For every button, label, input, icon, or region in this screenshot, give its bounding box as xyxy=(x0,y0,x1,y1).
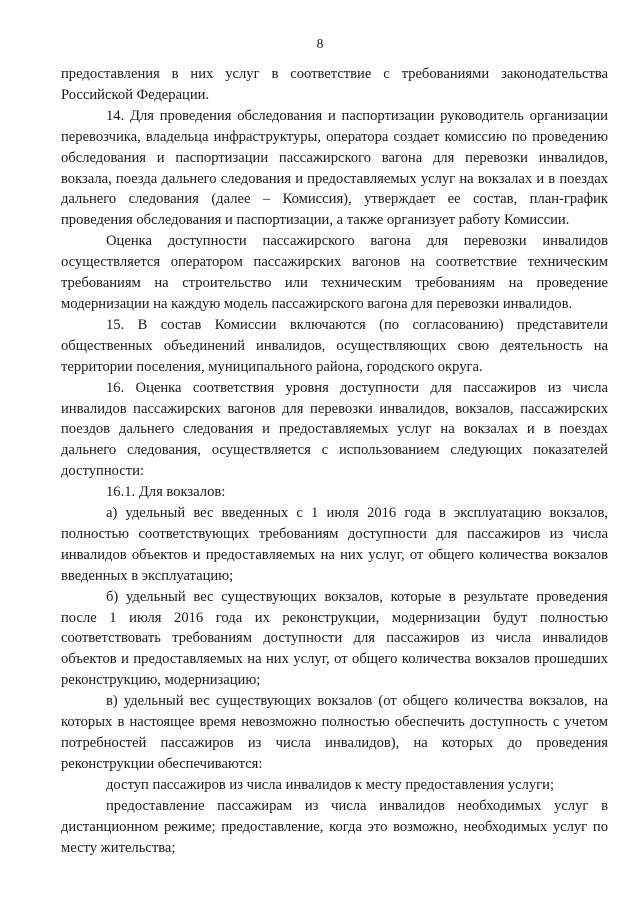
paragraph-item-b: б) удельный вес существующих вокзалов, которые в результате проведения после 1 июля 2016 года их реконструкции, модернизации будут полностью соответствовать требованиям доступности для пассажиров из числа инвалидов объектов и предоставляемых на них услуг, от общего количества вокзалов прошедших реконструкцию, модернизацию; xyxy=(61,588,608,689)
paragraph-clause-16-1: 16.1. Для вокзалов: xyxy=(106,484,226,501)
paragraph-remote-services: предоставление пассажирам из числа инвалидов необходимых услуг в дистанционном режиме; предоставление, когда это возможно, необходимых услуг по месту жительства; xyxy=(61,797,608,856)
paragraph-clause-15: 15. В состав Комиссии включаются (по согласованию) представители общественных объединений инвалидов, осуществляющих свою деятельность на территории поселения, муниципального района, городского округа. xyxy=(61,316,608,375)
paragraph-clause-14: 14. Для проведения обследования и паспортизации руководитель организации перевозчика, владельца инфраструктуры, оператора создает комиссию по проведению обследования и паспортизации пассажирского вагона для перевозки инвалидов, вокзала, поезда дальнего следования и предоставляемых услуг на вокзалах и в поездах дальнего следования (далее – Комиссия), утверждает ее состав, план-график проведения обследования и паспортизации, а также организует работу Комиссии. xyxy=(61,107,608,229)
paragraph-wagon-assessment: Оценка доступности пассажирского вагона для перевозки инвалидов осуществляется оператором пассажирских вагонов на соответствие техническим требованиям на строительство или техническим требованиям на проведение модернизации на каждую модель пассажирского вагона для перевозки инвалидов. xyxy=(61,233,608,312)
document-body xyxy=(61,64,608,858)
paragraph-clause-16: 16. Оценка соответствия уровня доступности для пассажиров из числа инвалидов пассажирских вагонов для перевозки инвалидов, вокзалов, пассажирских поездов дальнего следования и предоставляемых услуг на вокзалах и в поездах дальнего следования, осуществляется с использованием следующих показателей доступности: xyxy=(61,379,608,480)
paragraph-item-a: а) удельный вес введенных с 1 июля 2016 года в эксплуатацию вокзалов, полностью соответствующих требованиям доступности для пассажиров из числа инвалидов объектов и предоставляемых на них услуг, от общего количества вокзалов введенных в эксплуатацию; xyxy=(61,505,608,584)
page-number: 8 xyxy=(316,36,324,51)
paragraph-continuation: предоставления в них услуг в соответствие с требованиями законодательства Российской Федерации. xyxy=(61,66,608,103)
paragraph-item-v: в) удельный вес существующих вокзалов (от общего количества вокзалов, на которых в настоящее время невозможно полностью обеспечить доступность с учетом потребностей пассажиров из числа инвалидов), на которых до проведения реконструкции обеспечиваются: xyxy=(61,693,608,772)
paragraph-access: доступ пассажиров из числа инвалидов к месту предоставления услуги; xyxy=(106,776,555,793)
